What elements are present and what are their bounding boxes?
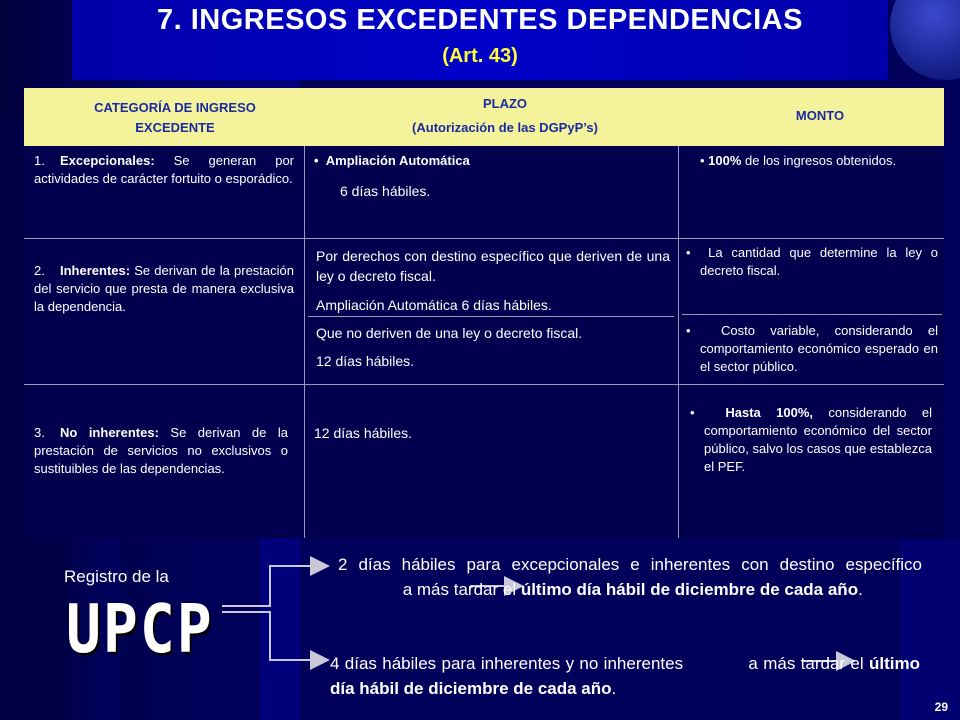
upcp-logo-text: UPCP <box>66 590 214 669</box>
registro-item-1-deadline: último día hábil de diciembre de cada año <box>520 580 859 599</box>
registro-item-2-deadline: último día hábil de diciembre de cada año <box>330 654 921 698</box>
registro-item-2-text: 4 días hábiles para inherentes y no inherentes <box>330 654 684 673</box>
header-categoria-line1: CATEGORÍA DE INGRESO <box>94 100 256 115</box>
row2-categoria-label: Inherentes: <box>60 263 131 278</box>
row1-categoria-label: Excepcionales: <box>60 153 155 168</box>
header-monto: MONTO <box>795 108 845 123</box>
registro-item-1-text: 2 días hábiles para excepcionales e inherentes con destino específico <box>338 555 922 574</box>
row2-monto-costo-text: Costo variable, considerando el comportamiento económico esperado en el sector público. <box>700 323 939 374</box>
row3-number: 3. <box>34 425 45 440</box>
connector-arrow-upper <box>222 566 326 606</box>
registro-item-1-end: . <box>858 580 863 599</box>
row1-plazo-label: Ampliación Automática <box>325 153 470 168</box>
registro-item-1-mid: a más tardar el <box>398 580 521 599</box>
registro-item-2 <box>330 651 920 701</box>
row2-plazo-dias: 12 días hábiles. <box>316 353 415 369</box>
page-number: 29 <box>934 700 948 714</box>
bullet-icon: • <box>686 245 709 260</box>
header-categoria-line2: EXCEDENTE <box>135 120 215 135</box>
bullet-icon: • <box>700 153 709 168</box>
row3-monto-label: Hasta 100%, <box>725 405 814 420</box>
registro-item-2-mid: a más tardar el <box>743 654 870 673</box>
row2-plazo-ampliacion: Ampliación Automática 6 días hábiles. <box>316 297 552 313</box>
row1-monto-label: 100% <box>708 153 742 168</box>
row3-plazo-text: 12 días hábiles. <box>314 425 413 441</box>
bullet-icon: • <box>314 153 326 168</box>
row2-number: 2. <box>34 263 45 278</box>
slide-subtitle: (Art. 43) <box>442 45 518 67</box>
row3-categoria-label: No inherentes: <box>60 425 159 440</box>
row3-categoria-text: Se derivan de la prestación de servicios no exclusivos o sustituibles de las dependencias. <box>34 425 288 476</box>
row2-categoria-text: Se derivan de la prestación del servicio que presta de manera exclusiva la dependencia. <box>34 263 294 314</box>
header-plazo-line2: (Autorización de las DGPyP’s) <box>412 120 598 135</box>
connector-arrow-lower <box>222 612 326 660</box>
bullet-icon: • <box>686 323 722 338</box>
registro-item-2-end: . <box>611 679 617 698</box>
bullet-icon: • <box>690 405 726 420</box>
row1-number: 1. <box>34 153 45 168</box>
registro-label: Registro de la <box>64 567 169 586</box>
header-plazo-line1: PLAZO <box>482 96 528 111</box>
row1-monto-text: de los ingresos obtenidos. <box>741 153 897 168</box>
row1-plazo-text: 6 días hábiles. <box>340 183 431 199</box>
registro-item-1 <box>338 552 922 602</box>
row1-categoria-text: Se generan por actividades de carácter fortuito o esporádico. <box>34 153 294 186</box>
row3-monto-text: considerando el comportamiento económico del sector público, salvo los casos que establezca el PEF. <box>704 405 932 474</box>
row2-monto-ley-text: La cantidad que determine la ley o decreto fiscal. <box>700 245 939 278</box>
row2-plazo-no-destino: Que no deriven de una ley o decreto fiscal. <box>316 325 583 341</box>
row2-plazo-destino: Por derechos con destino específico que deriven de una ley o decreto fiscal. <box>316 248 670 284</box>
slide-title: 7. INGRESOS EXCEDENTES DEPENDENCIAS <box>157 4 803 36</box>
